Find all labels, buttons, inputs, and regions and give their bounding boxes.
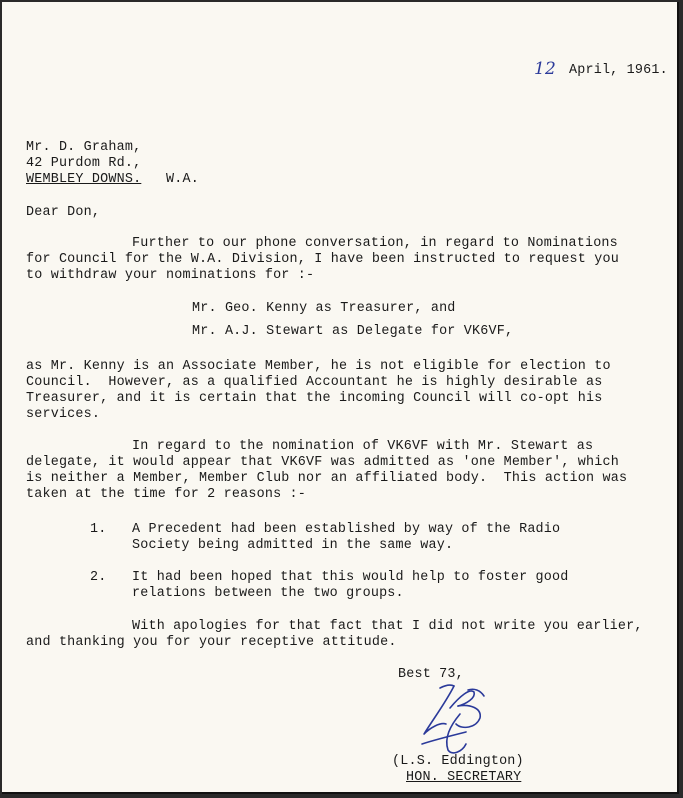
reason-line: Society being admitted in the same way. xyxy=(132,538,454,553)
paragraph-1-line: Further to our phone conversation, in regard to Nominations xyxy=(132,236,618,251)
signatory-name: (L.S. Eddington) xyxy=(392,754,524,769)
paragraph-4-line: With apologies for that fact that I did not write you earlier, xyxy=(132,619,643,634)
paragraph-4-line: and thanking you for your receptive attitude. xyxy=(26,635,397,650)
handwritten-day: 12 xyxy=(534,59,557,79)
signatory-title: HON. SECRETARY xyxy=(406,770,522,785)
reason-number: 1. xyxy=(90,522,107,537)
letter-page xyxy=(2,2,679,794)
salutation: Dear Don, xyxy=(26,205,101,220)
recipient-name: Mr. D. Graham, xyxy=(26,140,142,155)
paragraph-1-line: to withdraw your nominations for :- xyxy=(26,268,315,283)
letter-date: April, 1961. xyxy=(569,63,668,78)
closing: Best 73, xyxy=(398,667,464,682)
reason-line: It had been hoped that this would help to foster good xyxy=(132,570,569,585)
recipient-suburb: WEMBLEY DOWNS. xyxy=(26,172,142,187)
nomination-treasurer: Mr. Geo. Kenny as Treasurer, and xyxy=(192,301,456,316)
paragraph-3-line: taken at the time for 2 reasons :- xyxy=(26,487,307,502)
paragraph-2-line: Council. However, as a qualified Accountant he is highly desirable as xyxy=(26,375,603,390)
nomination-delegate: Mr. A.J. Stewart as Delegate for VK6VF, xyxy=(192,324,514,339)
paragraph-2-line: services. xyxy=(26,407,101,422)
reason-line: A Precedent had been established by way of the Radio xyxy=(132,522,561,537)
paragraph-3-line: is neither a Member, Member Club nor an affiliated body. This action was xyxy=(26,471,628,486)
paragraph-1-line: for Council for the W.A. Division, I have been instructed to request you xyxy=(26,252,619,267)
paragraph-3-line: delegate, it would appear that VK6VF was admitted as 'one Member', which xyxy=(26,455,619,470)
handwritten-signature xyxy=(410,678,500,760)
paragraph-2-line: as Mr. Kenny is an Associate Member, he is not eligible for election to xyxy=(26,359,611,374)
paragraph-3-line: In regard to the nomination of VK6VF with Mr. Stewart as xyxy=(132,439,594,454)
reason-line: relations between the two groups. xyxy=(132,586,404,601)
reason-number: 2. xyxy=(90,570,107,585)
recipient-state: W.A. xyxy=(166,172,199,187)
recipient-street: 42 Purdom Rd., xyxy=(26,156,142,171)
paragraph-2-line: Treasurer, and it is certain that the incoming Council will co-opt his xyxy=(26,391,603,406)
